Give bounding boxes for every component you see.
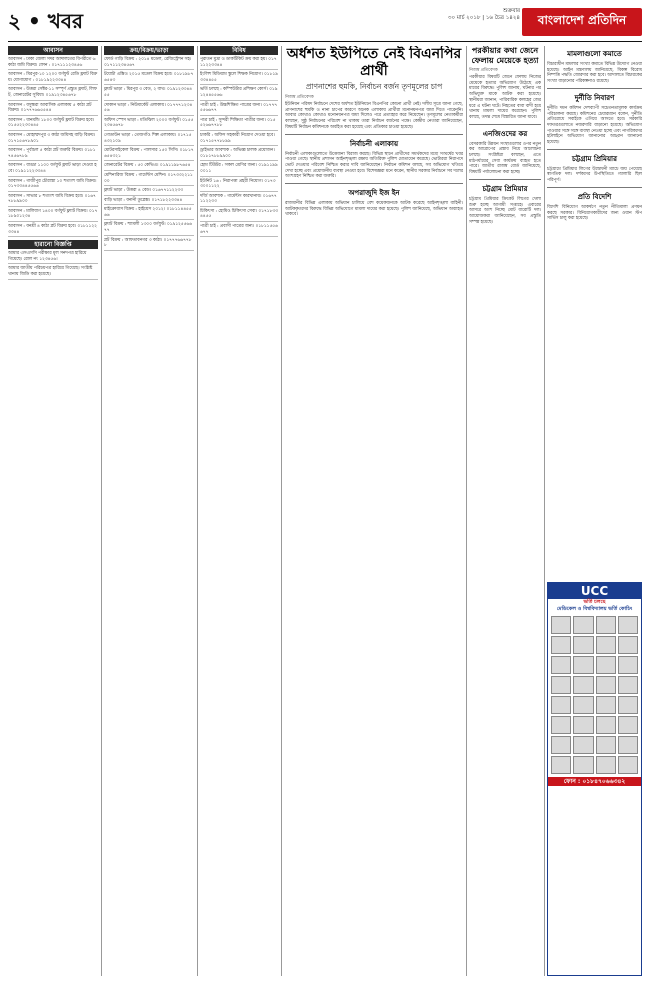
classified-ad: আবাসন : মালিবাগ ১৪০০ বর্গফুট ফ্ল্যাট বিক্রয়। ০১৭১৮৯০১২৩৪ xyxy=(8,209,98,222)
classified-ad: ড্রাইভার আবশ্যক : অভিজ্ঞ চালক প্রয়োজন। ০১৮১৭৮৮৯৯০০ xyxy=(200,148,278,161)
section-body: রাজধানীর বিভিন্ন এলাকায় অভিযান চালিয়ে বেশ কয়েকজনকে আটক করেছে আইনশৃঙ্খলা বাহিনী। আটককৃতদের বিরুদ্ধে বিভিন্ন অভিযোগে মামলা দায়ের করা হয়েছে। পুলিশ জানিয়েছে, অভিযান অব্যাহত থাকবে। xyxy=(285,201,463,218)
student-photo xyxy=(551,676,571,694)
page-number: ২ • খবর xyxy=(8,8,83,33)
ucc-subheadline: মেডিকেল ও বিশ্ববিদ্যালয় ভর্তি কোচিং xyxy=(556,606,633,612)
divider xyxy=(547,149,642,150)
classified-ad: আবাসন : উত্তরা সেক্টর-১১ সম্পূর্ণ প্রস্তুত ফ্ল্যাট, লিফট, জেনারেটর সুবিধা। ০১৯১২৩৪৫৬৭৮ xyxy=(8,87,98,100)
student-photo xyxy=(551,756,571,774)
student-photo xyxy=(573,716,593,734)
divider xyxy=(285,183,463,184)
section-body: বিদেশি বিনিয়োগ আকর্ষণে নতুন নীতিমালা প্রণয়ন করছে সরকার। বিনিয়োগকারীদের জন্য ওয়ান স্টপ সার্ভিস চালু করা হয়েছে। xyxy=(547,204,642,222)
student-photo xyxy=(573,636,593,654)
classified-ad: ফ্ল্যাট বিক্রয় : শ্যামলী ১৩০০ বর্গফুট। ০১৯১২৫৫৬৬৭৭ xyxy=(104,222,194,235)
student-photo xyxy=(551,616,571,634)
classified-ad: মাইক্রোবাস বিক্রয় : হাইয়েস ২০১২। ০১৮১১৪৪৫৫৬৬ xyxy=(104,207,194,220)
divider xyxy=(469,124,541,125)
section-body: দুর্নীতি দমন কমিশন দেশব্যাপী সচেতনতামূলক কার্যক্রম পরিচালনা করছে। কমিশনের চেয়ারম্যান বলেন, দুর্নীতি প্রতিরোধে সবাইকে এগিয়ে আসতে হবে। সরকারি দফতরগুলোতে নজরদারি বাড়ানো হয়েছে। অভিযোগ পাওয়ার সঙ্গে সঙ্গে ব্যবস্থা নেওয়া হচ্ছে এবং নাগরিকদের হটলাইনে অভিযোগ জানানোর আহ্বান জানানো হয়েছে। xyxy=(547,105,642,146)
student-photo xyxy=(596,636,616,654)
classified-ad: আবাসন : পূর্বাচল ৫ কাঠা প্লট জরুরি বিক্রয়। ০১৮১৭৪৫৬৭৮৯ xyxy=(8,148,98,161)
date-weekday: শুক্রবার xyxy=(502,8,520,14)
classified-ad: চাকরি : অফিস সহকারী নিয়োগ দেওয়া হবে। ০১৭১৫৭৭৮৮৯৯ xyxy=(200,133,278,146)
ucc-headline: ভর্তি চলছে xyxy=(583,599,606,605)
classified-ad: পাত্রী চাই : উচ্চশিক্ষিত পাত্রের জন্য। ০১৭৭৭৫৫৬৬৭৭ xyxy=(200,103,278,116)
date-full: ৩০ মার্চ ২০১৮ | ১৬ চৈত্র ১৪২৪ xyxy=(447,15,520,21)
section-title: অপরাজুদি ইজ ইন xyxy=(348,189,400,198)
classified-ad: হোম টিউটর : সকল শ্রেণির জন্য। ০১৯১১৯৯০০১১ xyxy=(200,163,278,176)
divider xyxy=(469,179,541,180)
column-heading: হারানো বিজ্ঞপ্তি xyxy=(8,240,98,249)
student-photo xyxy=(573,656,593,674)
section-body: বেসরকারি উন্নয়ন সংস্থাগুলোর ওপর নতুন কর আরোপের প্রস্তাব নিয়ে আলোচনা চলছে। সংশ্লিষ্টরা বলছেন, এতে মাঠপর্যায়ের সেবা কার্যক্রম ব্যাহত হতে পারে। জাতীয় রাজস্ব বোর্ড জানিয়েছে, বিষয়টি পর্যালোচনা করা হচ্ছে। xyxy=(469,141,541,176)
classified-ad: আমার এসএসসি পরীক্ষার মূল সনদপত্র হারিয়ে গিয়েছে। রোল নং ১২৩৪৫৬। xyxy=(8,251,98,264)
student-photo xyxy=(573,736,593,754)
student-photo xyxy=(596,616,616,634)
classified-ad: আবাসন : সাভার ৮ শতাংশ জমি বিক্রয় হবে। ০১৬৭৭৮৮৯৯০০ xyxy=(8,194,98,207)
classified-ad: আবাসন : ধানমন্ডি ১৮০০ বর্গফুট ফ্ল্যাট বিক্রয় হবে। ০১৫৫২২৩৩৪৪৫ xyxy=(8,118,98,131)
classified-ad: পাত্র চাই : সুন্দরী শিক্ষিতা পাত্রীর জন্য। ০১৫৫২৬৬৭৭৮৮ xyxy=(200,118,278,131)
classified-ad: মেশিনারিজ বিক্রয় : গার্মেন্টস মেশিন। ০১৭৩৩২২১১০০ xyxy=(104,173,194,186)
classified-ad: আবাসন : মিরপুর-১০ ১২০০ বর্গফুট রেডি ফ্ল্যাট বিক্রয়। যোগাযোগ : ০১৮১৯২২৩৩৪৪ xyxy=(8,72,98,85)
section-title: দুর্নীতি নিবারণ xyxy=(574,93,615,102)
student-photo xyxy=(596,736,616,754)
student-photo xyxy=(618,736,638,754)
student-photo xyxy=(596,656,616,674)
student-photo xyxy=(551,736,571,754)
classified-ad: ভর্তি চলছে : কম্পিউটার প্রশিক্ষণ কোর্স। ০১৯১২৪৪৫৫৬৬ xyxy=(200,87,278,100)
classified-ad: আবাসন : বনশ্রী ৪ কাঠা প্লট বিক্রয় হবে। ০১৮১১২২৩৩৪৪ xyxy=(8,224,98,237)
classified-column-2 xyxy=(104,46,194,976)
classified-ad: পুরাতন মুদ্রা ও ডাকটিকিট ক্রয় করা হয়। ০১৭১১২২৩৩৪৪ xyxy=(200,57,278,70)
side-article-column xyxy=(469,46,541,976)
classified-ad: মোটরসাইকেল বিক্রয় : পালসার ১৫০ সিসি। ০১৮১৭৬৫৪৩২১ xyxy=(104,148,194,161)
student-photo xyxy=(573,676,593,694)
brand-logo: বাংলাদেশ প্রতিদিন xyxy=(522,8,642,36)
column-divider xyxy=(101,46,102,976)
column-divider xyxy=(281,46,282,976)
divider xyxy=(285,134,463,135)
student-photo xyxy=(596,716,616,734)
classified-column-3 xyxy=(200,46,278,976)
classified-ad: টয়োটা এক্সিও ২০১৫ মডেল বিক্রয় হবে। ০১৮১৯৮৭৬৫৪৩ xyxy=(104,72,194,85)
section-body: নির্বাচনী এলাকাগুলোতে উত্তেজনা বিরাজ করছে। বিভিন্ন স্থানে প্রার্থীদের সমর্থকদের মধ্যে সংঘর্ষের খবর পাওয়া গেছে। স্থানীয় প্রশাসন আইনশৃঙ্খলা রক্ষায় অতিরিক্ত পুলিশ মোতায়েন করেছে। ভোটাররা নিরাপদে ভোট দেওয়ার পরিবেশ নিশ্চিত করার দাবি জানিয়েছেন। নির্বাচন কমিশন বলছে, সব অভিযোগ খতিয়ে দেখা হচ্ছে এবং প্রয়োজনীয় ব্যবস্থা নেওয়া হবে। বিশেষজ্ঞরা মনে করেন, স্থানীয় সরকার নির্বাচনে সব দলের অংশগ্রহণ নিশ্চিত করা জরুরি। xyxy=(285,151,463,180)
classified-ad: দোকান ভাড়া : নিউমার্কেট এলাকায়। ০১৭৭৭১২৩৪৫৬ xyxy=(104,103,194,116)
classified-ad: প্লট বিক্রয় : আফতাবনগর ৩ কাঠা। ০১৭৭৭৬৬৭৭৮৮ xyxy=(104,238,194,251)
column-divider xyxy=(197,46,198,976)
classified-ad: আবাসন : মোহাম্মদপুর ৩ কাঠা জমিসহ বাড়ি বিক্রয়। ০১৭১৫৬৭৮৯০১ xyxy=(8,133,98,146)
classified-ad: আবাসন : গাজীপুর চৌরাস্তা ১০ শতাংশ জমি বিক্রয়। ০১৭৩৩৪৪৫৫৬৬ xyxy=(8,179,98,192)
student-photo xyxy=(618,636,638,654)
classified-ad: ফ্ল্যাট ভাড়া : উত্তরা ৪ বেড। ০১৬৭৭১১২২৩৩ xyxy=(104,188,194,196)
classified-ad: আবাসন : ঢাকা জেলা সদর আদালতের বিপরীতে ৬ কাঠা জমি বিক্রয়। ফোন : ০১৭১১১২৩৪৫৬ xyxy=(8,57,98,70)
section-title: নির্বাচনী এলাকায় xyxy=(349,139,399,148)
article-byline: নিজস্ব প্রতিবেদক xyxy=(469,68,498,73)
student-photo xyxy=(573,756,593,774)
section-body: বিচারাধীন মামলার সংখ্যা কমাতে বিভিন্ন উদ্যোগ নেওয়া হয়েছে। আইন মন্ত্রণালয় জানিয়েছে, বিকল্প বিরোধ নিষ্পত্তি পদ্ধতি জোরদার করা হবে। আদালতে বিচারকের সংখ্যা বাড়ানোর পরিকল্পনাও রয়েছে। xyxy=(547,62,642,85)
article-body: পরকীয়ার বিষয়টি জেনে ফেলায় নিজের মেয়েকে হত্যার অভিযোগ উঠেছে এক মায়ের বিরুদ্ধে। পুলিশ জানায়, ঘটনার পর অভিযুক্ত মাকে আটক করা হয়েছে। স্থানীয়রা জানান, পারিবারিক কলহের জের ধরে এ ঘটনা ঘটে। নিহতের বাবা বাদী হয়ে থানায় মামলা দায়ের করেছেন। পুলিশ বলছে, তদন্ত শেষে বিস্তারিত জানা যাবে। xyxy=(469,75,541,120)
student-photo xyxy=(618,756,638,774)
student-photo xyxy=(596,696,616,714)
ucc-phone: ফোন : ০১৮৪৭০৬৬৩৪২ xyxy=(548,777,641,786)
classified-ad: অফিস স্পেস ভাড়া : মতিঝিল ২০০০ বর্গফুট। ০১৫৫২৩৪৫৬৭৮ xyxy=(104,118,194,131)
student-photo xyxy=(618,656,638,674)
divider xyxy=(547,187,642,188)
ad-list xyxy=(104,57,194,251)
classified-ad: ইউনিট ১৬ : নিরাপত্তা প্রহরী নিয়োগ। ০১৭৩৩০০১১২২ xyxy=(200,179,278,192)
classified-ad: জেনারেটর বিক্রয় : ৫০ কেভিএ। ০১৯১১৯৮৭৬৫৪ xyxy=(104,163,194,171)
column-heading: আবাসন xyxy=(8,46,98,55)
ad-list xyxy=(8,251,98,279)
student-photo xyxy=(573,696,593,714)
column-divider xyxy=(466,46,467,976)
classified-ad: আমার জাতীয় পরিচয়পত্র হারিয়ে গিয়েছে। সংশ্লিষ্ট থানায় জিডি করা হয়েছে। xyxy=(8,266,98,279)
student-photo xyxy=(618,696,638,714)
student-photo xyxy=(596,676,616,694)
classified-ad: দর্জি আবশ্যক : গার্মেন্টস কারখানায়। ০১৬৭৭১১২২৩৩ xyxy=(200,194,278,207)
classified-ad: আবাসন : বসুন্ধরা আবাসিক এলাকায় ৫ কাঠা প্লট বিক্রয়। ০১৭৭৭৬৬৫৫৪৪ xyxy=(8,103,98,116)
section-title: চট্টগ্রাম প্রিমিয়ার xyxy=(482,184,528,193)
classified-ad: আবাসন : বাড্ডা ১১০০ বর্গফুট ফ্ল্যাট ভাড়া দেওয়া হবে। ০১৯১১২২৩৩৪৪ xyxy=(8,163,98,176)
section-title: মামলাগুলো কমাতে xyxy=(567,50,622,58)
student-photo xyxy=(551,716,571,734)
date-line xyxy=(400,8,520,22)
classified-ad: ইংলিশ মিডিয়াম স্কুলে শিক্ষক নিয়োগ। ০১৮১৯৩৩৪৪৫৫ xyxy=(200,72,278,85)
student-photo xyxy=(551,636,571,654)
classified-ad: ফ্ল্যাট ভাড়া : মিরপুর ৩ বেড, ২ বাথ। ০১৯১২৩৩৪৪৫৫ xyxy=(104,87,194,100)
ucc-logo: UCC xyxy=(548,583,641,599)
article-headline: অর্ধশত ইউপিতে নেই বিএনপির প্রার্থী xyxy=(286,46,462,79)
news-column xyxy=(547,46,642,576)
column-heading: ক্রয়/বিক্রয়/ভাড়া xyxy=(104,46,194,55)
student-photo xyxy=(573,616,593,634)
article-headline: পরকীয়ার কথা জেনে ফেলায় মেয়েকে হত্যা xyxy=(471,46,539,65)
column-heading: বিবিধ xyxy=(200,46,278,55)
student-photo xyxy=(551,696,571,714)
classified-column-1 xyxy=(8,46,98,976)
classified-ad: গোডাউন ভাড়া : তেজগাঁও শিল্প এলাকায়। ০১৭১৫৪৩২১০৯ xyxy=(104,133,194,146)
student-photo xyxy=(596,756,616,774)
article-subhead: প্রাণনাশের হুমকি, নির্বাচন বর্জন তৃণমূলের চাপ xyxy=(305,82,443,91)
classified-ad: পাত্রী চাই : প্রবাসী পাত্রের জন্য। ০১৮১১৫৫৬৬৭৭ xyxy=(200,224,278,237)
ad-list xyxy=(8,57,98,237)
article-byline: নিজস্ব প্রতিবেদক xyxy=(285,95,314,100)
column-divider xyxy=(544,46,545,976)
section-body: চট্টগ্রামে প্রিমিয়ার লিগের উদ্বোধনী ম্যাচে জয় পেয়েছে স্বাগতিক দল। দর্শকদের উপস্থিতিতে গ্যালারি ছিল পরিপূর্ণ। xyxy=(547,166,642,184)
divider xyxy=(547,88,642,89)
section-body: চট্টগ্রাম প্রিমিয়ার ক্রিকেট লিগের খেলা শুরু হচ্ছে আগামী সপ্তাহে। এবারের আসরে অংশ নিচ্ছে মোট বারোটি দল। আয়োজকরা জানিয়েছেন, সব প্রস্তুতি সম্পন্ন হয়েছে। xyxy=(469,196,541,225)
student-photo xyxy=(618,616,638,634)
student-photo xyxy=(551,656,571,674)
ucc-photo-grid xyxy=(548,613,641,777)
masthead-rule xyxy=(8,41,642,42)
classified-ad: চিকিৎসা : হোমিও চিকিৎসা সেবা। ০১৭১৮৩৩৪৪৫৫ xyxy=(200,209,278,222)
article-body: ইউনিয়ন পরিষদ নির্বাচনে দেশের অর্ধশত ইউনিয়নে বিএনপির কোনো প্রার্থী নেই। দলীয় সূত্রে জানা গেছে, প্রাণনাশের হুমকি ও নানা চাপের কারণে অনেক এলাকায় প্রার্থীরা মনোনয়নপত্র জমা দিতে পারেননি। আবার কোথাও কোথাও মনোনয়নপত্র জমা দিলেও পরে প্রত্যাহার করে নিয়েছেন। তৃণমূলের নেতাকর্মীরা বলছেন, সুষ্ঠু নির্বাচনের পরিবেশ না থাকায় তারা নির্বাচন বর্জনের পক্ষে। কেন্দ্রীয় নেতারা জানিয়েছেন, বিষয়টি নির্বাচন কমিশনকে অবহিত করা হয়েছে এবং প্রতিকার চাওয়া হয়েছে। xyxy=(285,102,463,130)
ad-list xyxy=(200,57,278,237)
section-title: চট্টগ্রাম প্রিমিয়ার xyxy=(572,154,617,163)
ucc-advertisement xyxy=(547,582,642,976)
section-title: প্রতি বিদেশি xyxy=(577,192,612,201)
classified-ad: বাড়ি ভাড়া : বনানী ডুপ্লেক্স। ০১৭১৮২২৩৩৪৪ xyxy=(104,198,194,206)
student-photo xyxy=(618,716,638,734)
main-article xyxy=(285,46,463,976)
student-photo xyxy=(618,676,638,694)
section-title: এনজিওদের কর xyxy=(482,129,528,138)
classified-ad: ফোর্ড গাড়ি বিক্রয় : ২০১৪ মডেল, রেজিস্ট্রেশন সহ। ০১৭১১২৩৪৫৬৭ xyxy=(104,57,194,70)
